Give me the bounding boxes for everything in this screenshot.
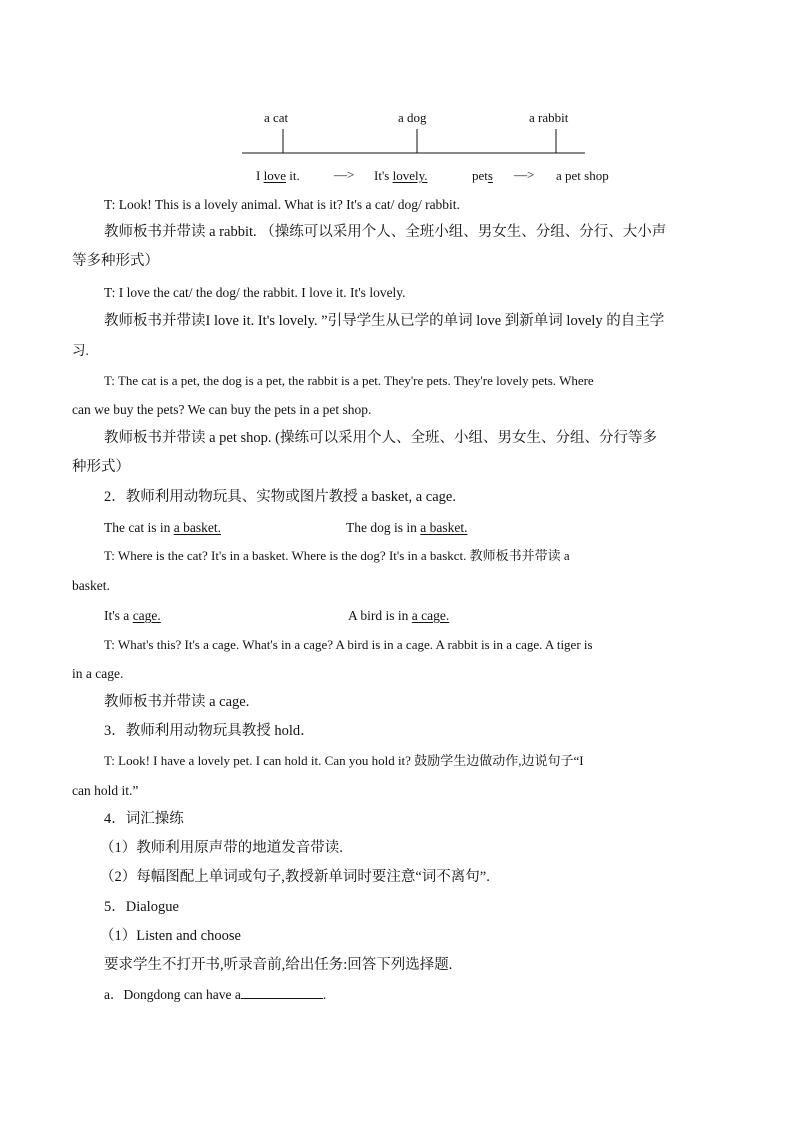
text-line: 习. <box>72 343 89 358</box>
section-heading-4: 4．词汇操练 <box>104 811 184 827</box>
text-line: basket. <box>72 578 110 593</box>
text-line: in a cage. <box>72 666 124 681</box>
section-heading-2: 2．教师利用动物玩具、实物或图片教授 a basket, a cage. <box>104 489 456 505</box>
diagram-arrow-2: —> <box>514 167 535 182</box>
text-line: T: Where is the cat? It's in a basket. Where is the dog? It's in a baskct. 教师板书并带读 a <box>104 548 570 563</box>
text-line: 种形式） <box>72 459 130 475</box>
diagram-label-cat: a cat <box>264 110 289 125</box>
diagram-phrase-pet-shop: a pet shop <box>556 168 609 183</box>
diagram-phrase-i-love-it: I love it. <box>256 168 300 183</box>
text-line: 教师板书并带读 a rabbit. （操练可以采用个人、全班小组、男女生、分组、分行、大小声 <box>104 224 667 240</box>
text-line: T: I love the cat/ the dog/ the rabbit. I love it. It's lovely. <box>104 285 406 300</box>
text-line: 要求学生不打开书,听录音前,给出任务:回答下列选择题. <box>104 957 453 973</box>
section-heading-5: 5．Dialogue <box>104 899 179 915</box>
text-line: 教师板书并带读 a pet shop. (操练可以采用个人、全班、小组、男女生、分组、分行等多 <box>104 430 657 446</box>
diagram-label-rabbit: a rabbit <box>529 110 569 125</box>
diagram-word-pets: pets <box>472 168 493 183</box>
text-line: T: What's this? It's a cage. What's in a cage? A bird is in a cage. A rabbit is in a cage. A tiger is <box>104 637 593 652</box>
text-line: 等多种形式） <box>72 253 159 269</box>
diagram-label-dog: a dog <box>398 110 427 125</box>
question-line: a．Dongdong can have a . <box>104 987 327 1002</box>
text-line: （1）教师利用原声带的地道发音带读. <box>100 840 343 856</box>
vocabulary-diagram <box>0 100 794 195</box>
text-line: can we buy the pets? We can buy the pets in a pet shop. <box>72 402 372 417</box>
text-line: T: Look! I have a lovely pet. I can hold it. Can you hold it? 鼓励学生边做动作,边说句子“I <box>104 753 584 768</box>
text-line: （2）每幅图配上单词或句子,教授新单词时要注意“词不离句”. <box>100 869 490 885</box>
section-heading-3: 3．教师利用动物玩具教授 hold． <box>104 723 315 739</box>
text-line: T: Look! This is a lovely animal. What is it? It's a cat/ dog/ rabbit. <box>104 197 460 212</box>
text-line: 教师板书并带读 a cage. <box>104 694 250 710</box>
text-line: T: The cat is a pet, the dog is a pet, the rabbit is a pet. They're pets. They're lovely pets. Where <box>104 373 594 388</box>
text-line: （1）Listen and choose <box>100 928 241 944</box>
example-line-cage: It's a cage. A bird is in a cage. <box>104 608 450 623</box>
text-line: can hold it.” <box>72 783 139 798</box>
diagram-arrow-1: —> <box>334 167 355 182</box>
text-line: 教师板书并带读I love it. It's lovely. ”引导学生从已学的单词 love 到新单词 lovely 的自主学 <box>104 313 665 329</box>
answer-blank <box>241 986 323 999</box>
example-line-basket: The cat is in a basket. The dog is in a basket. <box>104 520 468 535</box>
diagram-phrase-its-lovely: It's lovely. <box>374 168 428 183</box>
